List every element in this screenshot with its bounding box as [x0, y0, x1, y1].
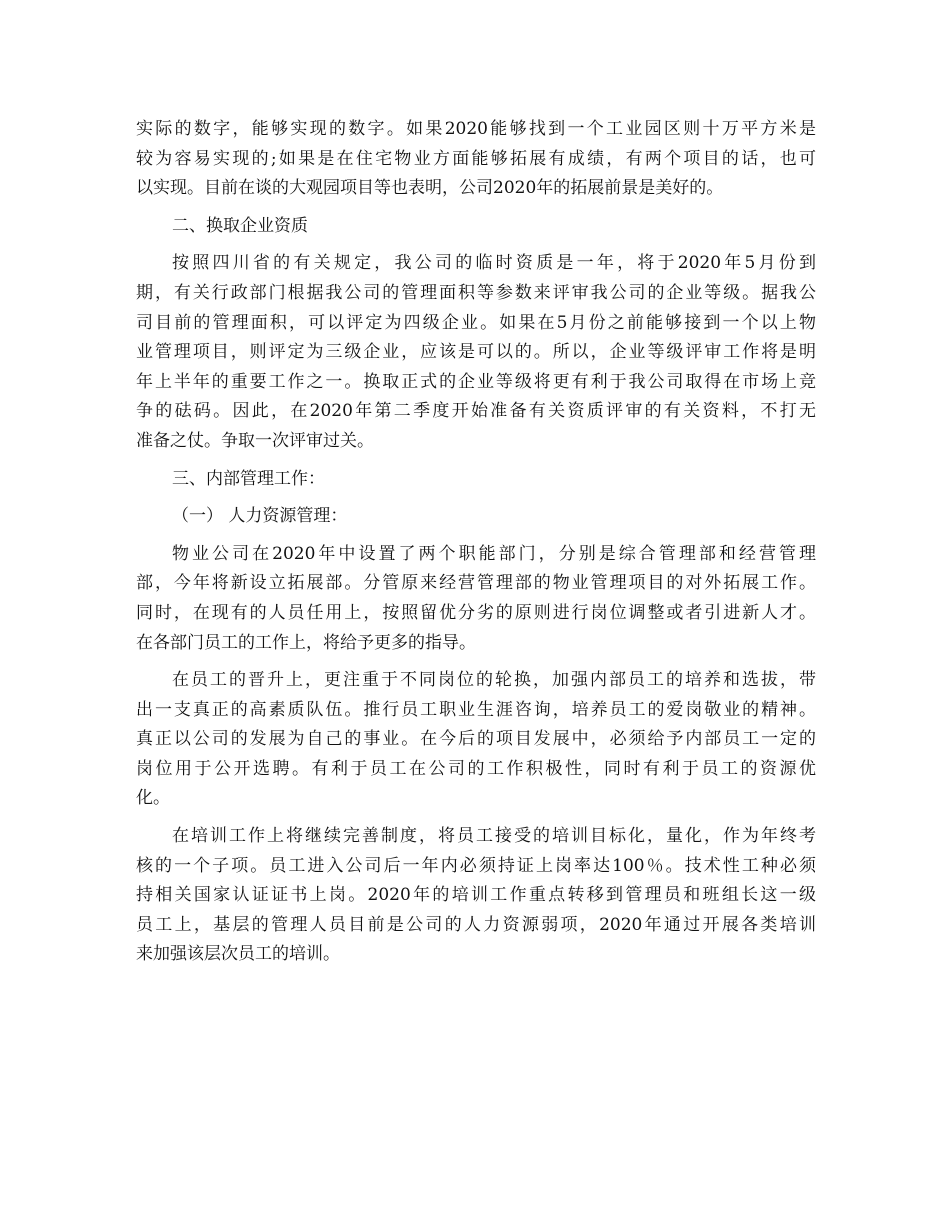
paragraph-gap [136, 241, 816, 249]
text-line: 在各部门员工的工作上，将给予更多的指导。 [136, 632, 476, 653]
text-line: 在员工的晋升上，更注重于不同岗位的轮换，加强内部员工的培养和选拔，带 [172, 670, 816, 691]
text-line: 以实现。目前在谈的大观园项目等也表明，公司2020年的拓展前景是美好的。 [136, 178, 724, 199]
paragraph [136, 540, 816, 658]
text-line: 核的一个子项。员工进入公司后一年内必须持证上岗率达100％。技术性工种必须 [136, 855, 816, 876]
text-line: 同时，在现有的人员任用上，按照留优分劣的原则进行岗位调整或者引进新人才。 [136, 602, 816, 623]
text-line: 真正以公司的发展为自己的事业。在今后的项目发展中，必须给予内部员工一定的 [136, 729, 816, 750]
text-line: 持相关国家认证证书上岗。2020年的培训工作重点转移到管理员和班组长这一级 [136, 885, 816, 906]
text-line: 争的砝码。因此，在2020年第二季度开始准备有关资质评审的有关资料，不打无 [136, 401, 816, 422]
text-line: 化。 [136, 788, 170, 809]
section-heading [136, 465, 816, 495]
text-line: 三、内部管理工作： [172, 468, 325, 489]
text-line: 准备之仗。争取一次评审过关。 [136, 430, 374, 451]
paragraph-gap [136, 814, 816, 822]
text-line: （一） 人力资源管理： [172, 506, 348, 527]
text-line: 岗位用于公开选聘。有利于员工在公司的工作积极性，同时有利于员工的资源优 [136, 758, 816, 779]
text-line: 较为容易实现的;如果是在住宅物业方面能够拓展有成绩，有两个项目的话，也可 [136, 148, 816, 169]
text-line: 出一支真正的高素质队伍。推行员工职业生涯咨询，培养员工的爱岗敬业的精神。 [136, 699, 816, 720]
text-line: 物业公司在2020年中设置了两个职能部门，分别是综合管理部和经营管理 [172, 543, 816, 564]
text-line: 按照四川省的有关规定，我公司的临时资质是一年，将于2020年5月份到 [172, 253, 816, 274]
text-line: 年上半年的重要工作之一。换取正式的企业等级将更有利于我公司取得在市场上竞 [136, 371, 816, 392]
text-line: 二、换取企业资质 [172, 215, 308, 236]
paragraph-gap [136, 204, 816, 212]
paragraph [136, 249, 816, 456]
text-line: 实际的数字，能够实现的数字。如果2020能够找到一个工业园区则十万平方米是 [136, 119, 816, 139]
text-line: 在培训工作上将继续完善制度，将员工接受的培训目标化，量化，作为年终考 [172, 826, 816, 847]
text-line: 部，今年将新设立拓展部。分管原来经营管理部的物业管理项目的对外拓展工作。 [136, 573, 816, 594]
paragraph [136, 822, 816, 970]
section-heading [136, 502, 816, 532]
document-body [136, 115, 816, 970]
section-heading [136, 212, 816, 242]
text-line: 期，有关行政部门根据我公司的管理面积等参数来评审我公司的企业等级。据我公 [136, 282, 816, 303]
text-line: 业管理项目，则评定为三级企业，应该是可以的。所以，企业等级评审工作将是明 [136, 342, 816, 363]
paragraph-gap [136, 457, 816, 465]
text-line: 来加强该层次员工的培训。 [136, 944, 340, 965]
paragraph-gap [136, 494, 816, 502]
text-line: 员工上，基层的管理人员目前是公司的人力资源弱项，2020年通过开展各类培训 [136, 914, 816, 935]
paragraph [136, 666, 816, 814]
paragraph-gap [136, 658, 816, 666]
text-line: 司目前的管理面积，可以评定为四级企业。如果在5月份之前能够接到一个以上物 [136, 312, 816, 333]
paragraph [136, 115, 816, 204]
paragraph-gap [136, 532, 816, 540]
